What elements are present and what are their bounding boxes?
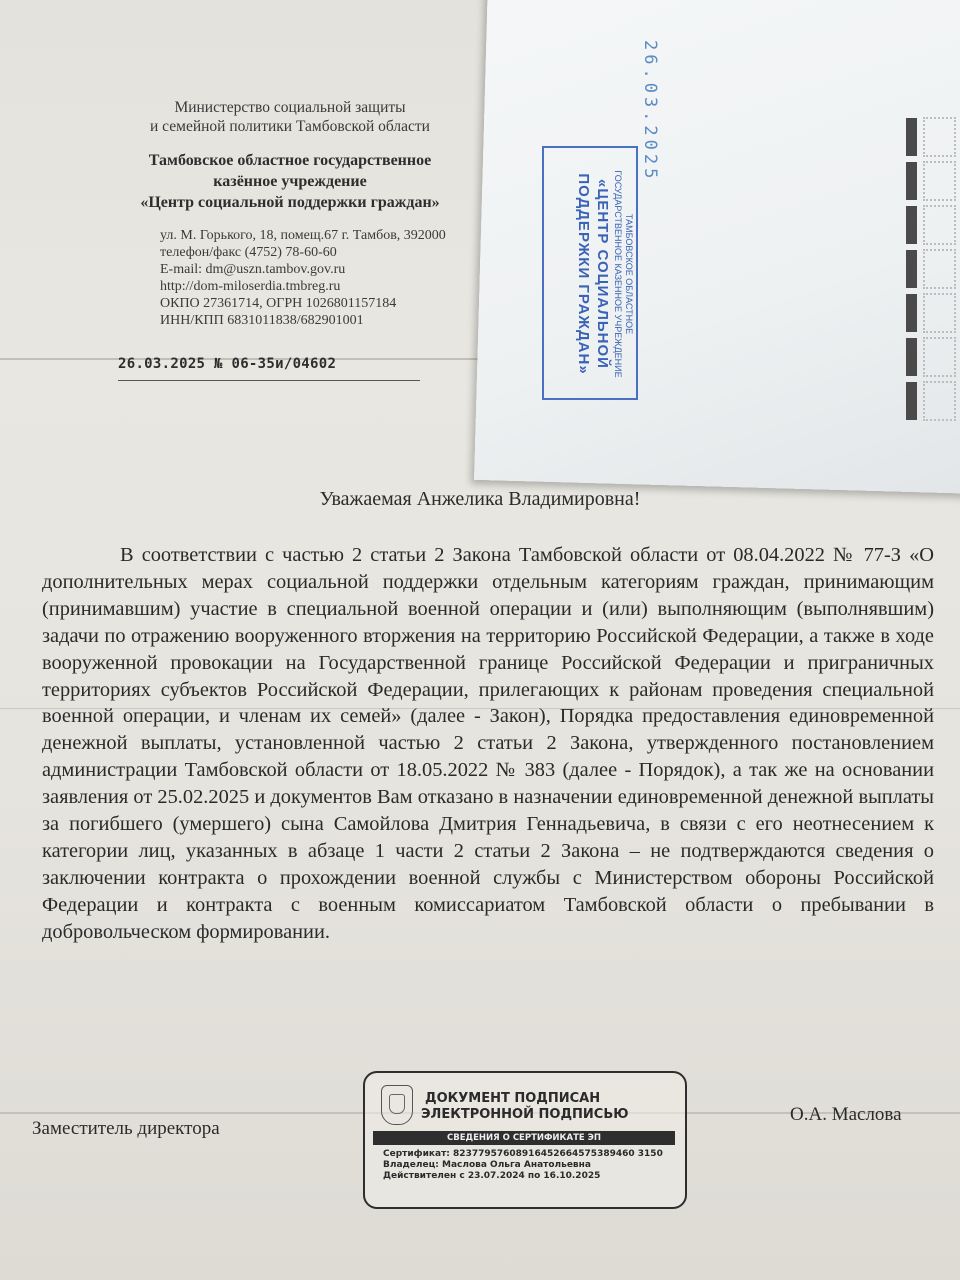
stamp-line: «ЦЕНТР СОЦИАЛЬНОЙ bbox=[594, 179, 611, 369]
website: http://dom-miloserdia.tmbreg.ru bbox=[160, 279, 341, 294]
ministry-name bbox=[60, 98, 520, 136]
ministry-line: Министерство социальной защиты bbox=[174, 99, 406, 116]
postal-mark bbox=[906, 248, 956, 290]
ministry-line: и семейной политики Тамбовской области bbox=[150, 118, 430, 135]
phone: телефон/факс (4752) 78-60-60 bbox=[160, 245, 337, 260]
postal-mark bbox=[906, 116, 956, 158]
organization-name bbox=[60, 150, 520, 213]
org-line: «Центр социальной поддержки граждан» bbox=[140, 194, 440, 211]
esig-owner: Владелец: Маслова Ольга Анатольевна bbox=[383, 1160, 591, 1170]
stamp-text bbox=[574, 154, 634, 394]
email: E-mail: dm@uszn.tambov.gov.ru bbox=[160, 262, 346, 277]
postal-mark bbox=[906, 160, 956, 202]
postal-mark bbox=[906, 204, 956, 246]
signer-name: О.А. Маслова bbox=[790, 1104, 902, 1125]
esig-certificate: Сертификат: 82377957608916452664575389460 3150 bbox=[383, 1149, 663, 1159]
stamp-line: ПОДДЕРЖКИ ГРАЖДАН» bbox=[575, 173, 592, 375]
stamp-line: ТАМБОВСКОЕ ОБЛАСТНОЕ bbox=[624, 213, 634, 335]
esig-info bbox=[383, 1149, 679, 1182]
postal-mark bbox=[906, 336, 956, 378]
org-line: Тамбовское областное государственное bbox=[148, 152, 432, 169]
envelope-date-stamp: 26.03.2025 bbox=[640, 40, 660, 183]
esig-title: ЭЛЕКТРОННОЙ ПОДПИСЬЮ bbox=[421, 1107, 629, 1122]
letter-body bbox=[42, 542, 934, 946]
postal-code-marks bbox=[906, 116, 956, 424]
coat-of-arms-icon bbox=[381, 1085, 413, 1125]
inn-kpp: ИНН/КПП 6831011838/682901001 bbox=[160, 313, 364, 328]
postal-mark bbox=[906, 292, 956, 334]
organization-stamp bbox=[542, 146, 638, 400]
body-paragraph: В соответствии с частью 2 статьи 2 Закона Тамбовской области от 08.04.2022 № 77-З «О дополнительных мерах социальной поддержки отдельным категориям граждан, принимающим (принимавшим) участие в специальной военной операции и (или) выполняющим (выполнявшим) задачи по отражению вооруженного вторжения на территорию Российской Федерации, а также в ходе вооруженной провокации на Государственной границе Российской Федерации и приграничных территориях субъектов Российской Федерации, прилегающих к районам проведения специальной военной операции, и членам их семей» (далее - Закон), Порядка предоставления единовременной денежной выплаты, установленной частью 2 статьи 2 Закона, утвержденного постановлением администрации Тамбовской области от 18.05.2022 № 383 (далее - Порядок), а так же на основании заявления от 25.02.2025 и документов Вам отказано в назначении единовременной денежной выплаты за погибшего (умершего) сына Самойлова Дмитрия Геннадьевича, в связи с его неотнесением к категории лиц, указанных в абзаце 1 части 2 статьи 2 Закона – не подтверждаются сведения о заключении контракта о прохождении военной службы с Министерством обороны Российской Федерации и контракта с военным комиссариатом Тамбовской области о пребывании в добровольческом формировании. bbox=[42, 544, 934, 943]
registration-number: 26.03.2025 № 06-35и/04602 bbox=[118, 356, 420, 381]
greeting: Уважаемая Анжелика Владимировна! bbox=[319, 488, 641, 510]
esig-validity: Действителен с 23.07.2024 по 16.10.2025 bbox=[383, 1171, 601, 1181]
esig-title: ДОКУМЕНТ ПОДПИСАН bbox=[425, 1091, 601, 1106]
signer-position: Заместитель директора bbox=[32, 1118, 220, 1139]
address: ул. М. Горького, 18, помещ.67 г. Тамбов, 392000 bbox=[160, 228, 446, 243]
okpo-ogrn: ОКПО 27361714, ОГРН 1026801157184 bbox=[160, 296, 397, 311]
electronic-signature-stamp bbox=[363, 1071, 687, 1209]
stamp-line: ГОСУДАРСТВЕННОЕ КАЗЕННОЕ УЧРЕЖДЕНИЕ bbox=[613, 170, 623, 378]
contacts-block bbox=[60, 227, 520, 329]
org-line: казённое учреждение bbox=[213, 173, 367, 190]
esig-band: СВЕДЕНИЯ О СЕРТИФИКАТЕ ЭП bbox=[373, 1131, 675, 1145]
postal-mark bbox=[906, 380, 956, 422]
letterhead bbox=[60, 98, 520, 329]
